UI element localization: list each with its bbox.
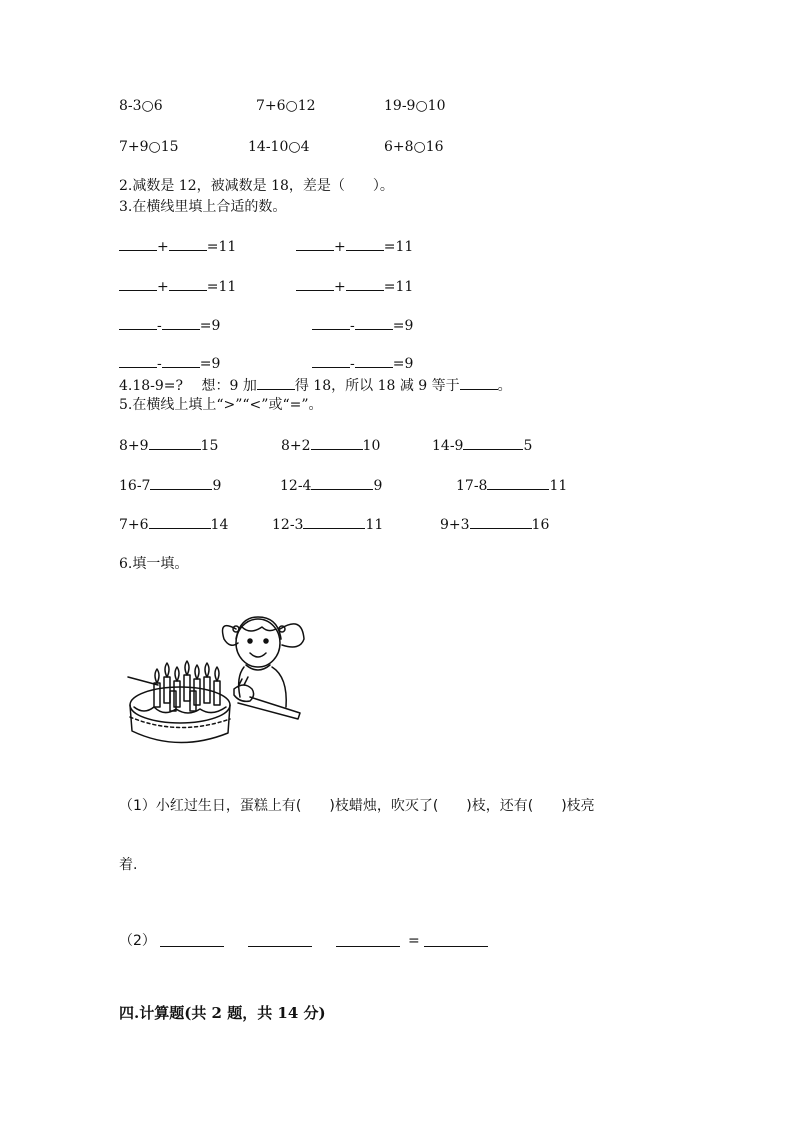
answer-blank[interactable]: [296, 238, 334, 251]
answer-blank[interactable]: [312, 317, 350, 330]
answer-blank[interactable]: [463, 437, 523, 450]
answer-blank[interactable]: [336, 934, 400, 947]
q5-item: 14-9 5: [432, 438, 533, 454]
answer-blank[interactable]: [169, 238, 207, 251]
q1-item: 8-3○6: [119, 98, 163, 114]
answer-blank[interactable]: [257, 377, 295, 390]
equals-sign: =: [408, 933, 420, 949]
answer-blank[interactable]: [169, 278, 207, 291]
answer-blank[interactable]: [162, 355, 200, 368]
answer-blank[interactable]: [162, 317, 200, 330]
q1-item: 14-10○4: [248, 139, 310, 155]
section-heading: 四.计算题(共 2 题，共 14 分): [119, 1004, 326, 1022]
q5-item: 12-3 11: [272, 517, 384, 533]
answer-blank[interactable]: [149, 516, 211, 529]
answer-blank[interactable]: [346, 238, 384, 251]
q5-item: 17-8 11: [456, 478, 568, 494]
q5-title: 5.在横线上填上“>”“<”或“=”。: [119, 397, 323, 413]
q3-equation: - =9: [312, 317, 413, 334]
answer-blank[interactable]: [311, 437, 363, 450]
answer-blank[interactable]: [119, 355, 157, 368]
answer-blank[interactable]: [119, 278, 157, 291]
q3-equation: + =11: [296, 278, 413, 295]
answer-blank[interactable]: [150, 477, 212, 490]
q1-item: 7+6○12: [256, 98, 316, 114]
q6-sub2-label: （2）: [119, 933, 156, 949]
q2-text: 2.减数是 12，被减数是 18，差是（ ）。: [119, 178, 394, 194]
answer-blank[interactable]: [312, 355, 350, 368]
q6-title: 6.填一填。: [119, 556, 189, 572]
q1-item: 19-9○10: [384, 98, 446, 114]
q3-equation: + =11: [296, 238, 413, 255]
q5-item: 8+9 15: [119, 438, 219, 454]
answer-blank[interactable]: [355, 317, 393, 330]
q5-item: 7+6 14: [119, 517, 229, 533]
q3-equation: - =9: [119, 355, 220, 372]
answer-blank[interactable]: [119, 317, 157, 330]
answer-blank[interactable]: [248, 934, 312, 947]
answer-blank[interactable]: [303, 516, 365, 529]
q3-equation: + =11: [119, 278, 236, 295]
answer-blank[interactable]: [487, 477, 549, 490]
answer-blank[interactable]: [460, 377, 498, 390]
birthday-girl-cake-illustration: [118, 605, 320, 757]
q1-item: 6+8○16: [384, 139, 444, 155]
q5-item: 16-7 9: [119, 478, 222, 494]
q6-sub1-text: （1）小红过生日，蛋糕上有( )枝蜡烛，吹灭了( )枝，还有( )枝亮: [119, 798, 595, 814]
answer-blank[interactable]: [311, 477, 373, 490]
q3-equation: - =9: [119, 317, 220, 334]
q5-item: 8+2 10: [281, 438, 381, 454]
q6-sub1-text-cont: 着.: [119, 857, 138, 873]
answer-blank[interactable]: [160, 934, 224, 947]
q3-equation: + =11: [119, 238, 236, 255]
answer-blank[interactable]: [470, 516, 532, 529]
answer-blank[interactable]: [119, 238, 157, 251]
answer-blank[interactable]: [424, 934, 488, 947]
answer-blank[interactable]: [355, 355, 393, 368]
q5-item: 9+3 16: [440, 517, 550, 533]
q3-title: 3.在横线里填上合适的数。: [119, 199, 287, 215]
q3-equation: - =9: [312, 355, 413, 372]
q4-text: 4.18-9=? 想：9 加 得 18，所以 18 减 9 等于 。: [119, 378, 512, 394]
q5-item: 12-4 9: [280, 478, 383, 494]
answer-blank[interactable]: [346, 278, 384, 291]
answer-blank[interactable]: [296, 278, 334, 291]
q1-item: 7+9○15: [119, 139, 179, 155]
answer-blank[interactable]: [149, 437, 201, 450]
